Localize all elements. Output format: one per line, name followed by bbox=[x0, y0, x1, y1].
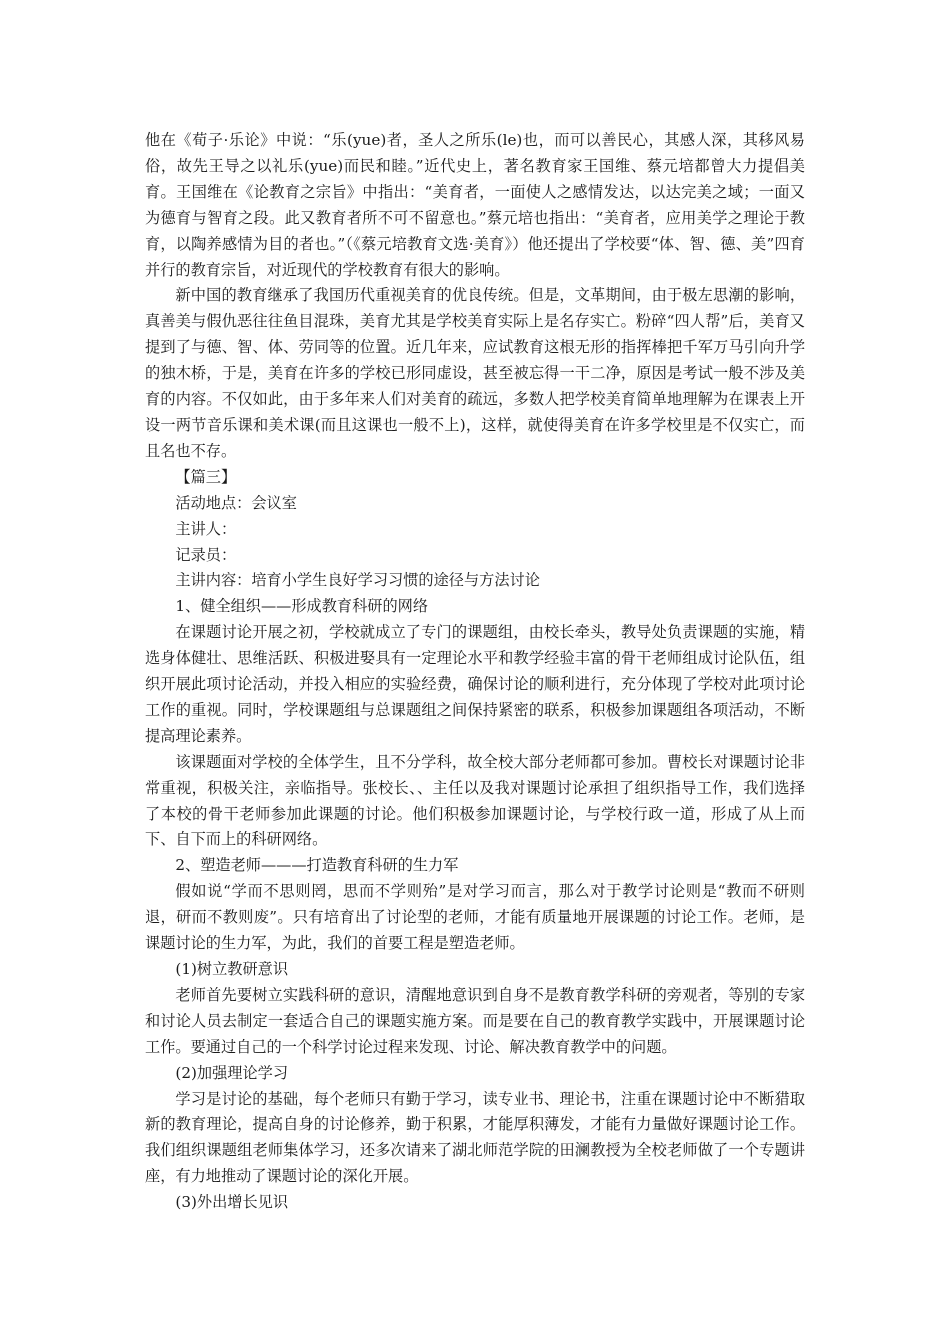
paragraph-research-group: 在课题讨论开展之初，学校就成立了专门的课题组，由校长牵头，教导处负责课题的实施，精选身体健壮、思维活跃、积极进娶具有一定理论水平和教学经验丰富的骨干老师组成讨论队伍，组织开展此项讨论活动，并投入相应的实验经费，确保讨论的顺利进行，充分体现了学校对此项讨论工作的重视。同时，学校课题组与总课题组之间保持紧密的联系，积极参加课题组各项活动，不断提高理论素养。 bbox=[145, 623, 805, 745]
heading-teachers: 2、塑造老师———打造教育科研的生力军 bbox=[175, 856, 459, 875]
paragraph-theory-study: 学习是讨论的基础，每个老师只有勤于学习，读专业书、理论书，注重在课题讨论中不断猎取新的教育理论，提高自身的讨论修养，勤于积累，才能厚积薄发，才能有力量做好课题讨论工作。我们组织课题组老师集体学习，还多次请来了湖北师范学院的田澜教授为全校老师做了一个专题讲座，有力地推动了课题讨论的深化开展。 bbox=[145, 1089, 805, 1186]
paragraph-all-students: 该课题面对学校的全体学生，且不分学科，故全校大部分老师都可参加。曹校长对课题讨论非常重视，积极关注，亲临指导。张校长、、主任以及我对课题讨论承担了组织指导工作，我们选择了本校的骨干老师参加此课题的讨论。他们积极参加课题讨论，与学校行政一道，形成了从上而下、自下而上的科研网络。 bbox=[145, 752, 805, 849]
document-body bbox=[145, 128, 805, 1216]
subheading-go-out: (3)外出增长见识 bbox=[175, 1193, 289, 1212]
paragraph-learn-and-think: 假如说“学而不思则罔，思而不学则殆”是对学习而言，那么对于教学讨论则是“教而不研则退，研而不教则废”。只有培育出了讨论型的老师，才能有质量地开展课题的讨论工作。老师，是课题讨论的生力军，为此，我们的首要工程是塑造老师。 bbox=[145, 882, 805, 953]
recorder-field: 记录员： bbox=[175, 545, 237, 564]
paragraph-new-china-education: 新中国的教育继承了我国历代重视美育的优良传统。但是，文革期间，由于极左思潮的影响，真善美与假仇恶往往鱼目混珠，美育尤其是学校美育实际上是名存实亡。粉碎“四人帮”后，美育又提到了与德、智、体、劳同等的位置。近几年来，应试教育这根无形的指挥棒把千军万马引向升学的独木桥，于是，美育在许多的学校已形同虚设，甚至被忘得一干二净，原因是考试一般不涉及美育的内容。不仅如此，由于多年来人们对美育的疏远，多数人把学校美育简单地理解为在课表上开设一两节音乐课和美术课(而且这课也一般不上)，这样，就使得美育在许多学校里是不仅实亡，而且名也不存。 bbox=[145, 286, 805, 460]
paragraph-xunzi-quote: 他在《荀子·乐论》中说：“乐(yue)者，圣人之所乐(le)也，而可以善民心，其感人深，其移风易俗，故先王导之以礼乐(yue)而民和睦。”近代史上，著名教育家王国维、蔡元培都曾大力提倡美育。王国维在《论教育之宗旨》中指出：“美育者，一面使人之感情发达，以达完美之域；一面又为德育与智育之段。此又教育者所不可不留意也。”蔡元培也指出：“美育者，应用美学之理论于教育，以陶养感情为目的者也。”（《蔡元培教育文选·美育》）他还提出了学校要“体、智、德、美”四育并行的教育宗旨，对近现代的学校教育有很大的影响。 bbox=[145, 131, 805, 279]
paragraph-research-awareness: 老师首先要树立实践科研的意识，清醒地意识到自身不是教育教学科研的旁观者，等别的专家和讨论人员去制定一套适合自己的课题实施方案。而是要在自己的教育教学实践中，开展课题讨论工作。要通过自己的一个科学讨论过程来发现、讨论、解决教育教学中的问题。 bbox=[145, 985, 805, 1056]
lecture-content: 主讲内容：培育小学生良好学习习惯的途径与方法讨论 bbox=[175, 571, 540, 590]
section-heading-part-three: 【篇三】 bbox=[175, 467, 237, 486]
subheading-theory-study: (2)加强理论学习 bbox=[175, 1063, 289, 1082]
heading-organization: 1、健全组织——形成教育科研的网络 bbox=[175, 597, 429, 616]
activity-location: 活动地点：会议室 bbox=[175, 493, 297, 512]
subheading-research-awareness: (1)树立教研意识 bbox=[175, 960, 289, 978]
speaker-field: 主讲人： bbox=[175, 519, 237, 538]
